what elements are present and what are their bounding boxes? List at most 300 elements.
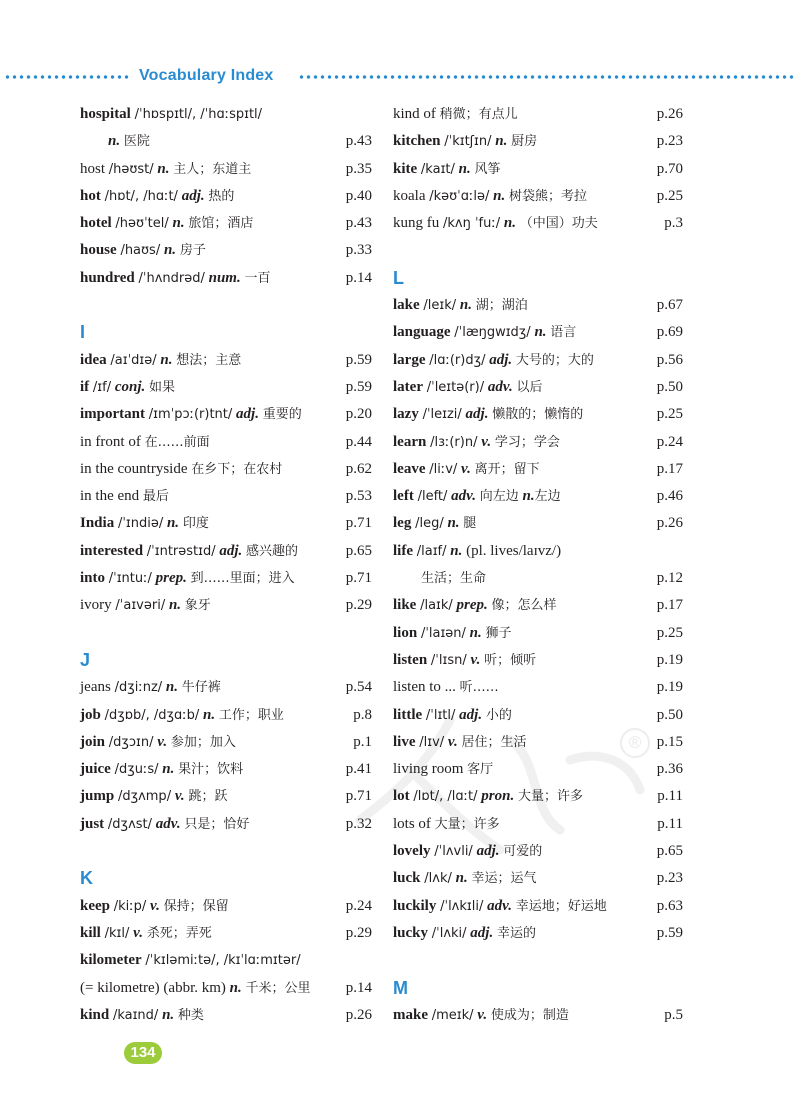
entry-page-ref: p.26 <box>656 106 683 122</box>
entry-word: into <box>80 570 106 587</box>
entry-word: kill <box>80 924 101 941</box>
vocab-entry <box>393 811 683 838</box>
entry-page-ref: p.50 <box>656 378 683 395</box>
vocab-entry <box>393 128 683 155</box>
entry-page-ref: p.40 <box>345 187 372 204</box>
entry-part-of-speech: n. <box>157 160 170 177</box>
entry-phonetic: /haʊs/ <box>120 243 161 259</box>
entry-phonetic: /dʒʌmp/ <box>117 789 172 805</box>
entry-meaning: 树袋熊；考拉 <box>508 188 587 204</box>
entry-part-of-speech: adj. <box>470 924 494 941</box>
entry-phonetic: /kiːp/ <box>113 898 147 914</box>
vocab-entry <box>80 265 372 292</box>
vocab-entry <box>393 156 683 183</box>
entry-meaning: 离开；留下 <box>474 461 540 477</box>
entry-part-of-speech: num. <box>208 269 241 286</box>
entry-phonetic: /ɪmˈpɔː(r)tnt/ <box>148 407 233 423</box>
entry-part-of-speech: adv. <box>487 378 513 395</box>
entry-part-of-speech: adj. <box>465 406 489 423</box>
vocab-entry <box>80 729 372 756</box>
vocab-entry <box>393 483 683 510</box>
entry-word: hundred <box>80 269 135 286</box>
vocab-entry <box>80 101 372 128</box>
vocab-entry <box>80 674 372 701</box>
vocab-entry <box>80 592 372 619</box>
dotted-rule-left <box>4 75 132 79</box>
entry-part-of-speech: n. <box>458 160 471 177</box>
entry-part-of-speech: n. <box>495 133 508 150</box>
vocab-entry <box>393 183 683 210</box>
page-title: Vocabulary Index <box>139 67 274 84</box>
vocab-entry <box>393 756 683 783</box>
entry-phonetic: /ˈlɪtl/ <box>425 707 456 723</box>
entry-part-of-speech: prep. <box>155 570 187 587</box>
entry-meaning: 厨房 <box>511 134 538 150</box>
entry-word: lake <box>393 297 420 314</box>
entry-page-ref: p.23 <box>656 870 683 887</box>
entry-part-of-speech: v. <box>481 433 492 450</box>
entry-phonetic: /dʒiːnz/ <box>114 680 163 696</box>
entry-part-of-speech: adj. <box>489 351 513 368</box>
vocab-entry <box>393 538 683 565</box>
entry-phonetic: /leg/ <box>415 516 444 532</box>
entry-meaning: 跳；跃 <box>188 789 228 805</box>
vocab-entry <box>393 620 683 647</box>
vocab-entry <box>393 893 683 920</box>
entry-page-ref: p.19 <box>656 651 683 668</box>
entry-phonetic: /ˈlɪsn/ <box>430 652 467 668</box>
entry-page-ref: p.11 <box>657 815 683 832</box>
entry-word: luckily <box>393 897 437 914</box>
vocab-entry <box>80 237 372 264</box>
vocab-entry <box>80 783 372 810</box>
vocab-entry <box>80 947 372 974</box>
entry-phonetic: /kɪl/ <box>104 925 130 941</box>
entry-word: listen <box>393 651 428 668</box>
entry-word: learn <box>393 433 427 450</box>
entry-page-ref: p.71 <box>345 788 372 805</box>
entry-meaning: 只是；恰好 <box>184 816 250 832</box>
vocab-entry <box>80 128 372 155</box>
entry-meaning: 千米；公里 <box>245 980 311 996</box>
entry-page-ref: p.29 <box>345 924 372 941</box>
page-number-badge: 134 <box>124 1042 162 1064</box>
entry-page-ref: p.50 <box>656 706 683 723</box>
entry-meaning: 幸运；运气 <box>471 871 537 887</box>
entry-phonetic: /lɒt/, /lɑːt/ <box>413 789 478 805</box>
entry-phonetic: /dʒʌst/ <box>107 816 153 832</box>
entry-phonetic: /kaɪt/ <box>420 161 455 177</box>
vocab-entry <box>393 210 683 237</box>
entry-meaning: 医院 <box>123 134 150 150</box>
section-spacer <box>80 292 372 319</box>
entry-meaning: 一百 <box>244 270 271 286</box>
entry-part-of-speech: n. <box>160 351 173 368</box>
entry-word: kitchen <box>393 133 441 150</box>
entry-part-of-speech: conj. <box>114 378 146 395</box>
entry-meaning: 大量；许多 <box>434 816 500 832</box>
entry-word: (= kilometre) (abbr. km) <box>80 979 226 996</box>
entry-word: ivory <box>80 597 112 614</box>
vocab-entry <box>80 975 372 1002</box>
vocab-entry <box>80 456 372 483</box>
vocab-entry <box>80 183 372 210</box>
entry-part-of-speech: v. <box>174 788 185 805</box>
entry-page-ref: p.17 <box>656 460 683 477</box>
vocab-entry <box>393 838 683 865</box>
entry-page-ref: p.32 <box>345 815 372 832</box>
section-header <box>0 64 800 88</box>
section-letter: L <box>393 267 404 288</box>
entry-phonetic: /dʒɔɪn/ <box>108 734 154 750</box>
vocab-entry <box>80 429 372 456</box>
entry-page-ref: p.5 <box>664 1006 683 1023</box>
entry-word: language <box>393 324 451 341</box>
entry-part-of-speech: n. <box>455 870 468 887</box>
vocab-entry <box>393 783 683 810</box>
entry-meaning: 语言 <box>550 325 577 341</box>
entry-word: jump <box>80 788 115 805</box>
entry-meaning: 幸运的 <box>496 925 536 941</box>
entry-part-of-speech: n. <box>459 297 472 314</box>
entry-word: kilometer <box>80 952 142 969</box>
vocab-entry <box>80 510 372 537</box>
entry-word: house <box>80 242 117 259</box>
entry-meaning: 重要的 <box>262 407 302 423</box>
entry-page-ref: p.36 <box>656 761 683 778</box>
entry-page-ref: p.70 <box>656 160 683 177</box>
entry-part-of-speech: n. <box>229 979 242 996</box>
section-spacer <box>393 237 683 264</box>
entry-page-ref: p.23 <box>656 133 683 150</box>
entry-meaning: 在乡下；在农村 <box>191 461 283 477</box>
entry-word: hotel <box>80 215 112 232</box>
entry-page-ref: p.14 <box>345 269 372 286</box>
entry-meaning: 客厅 <box>467 762 494 778</box>
entry-meaning: 象牙 <box>184 598 211 614</box>
entry-word: in the countryside <box>80 460 188 477</box>
entry-meaning: 幸运地；好运地 <box>515 898 607 914</box>
entry-page-ref: p.41 <box>345 761 372 778</box>
entry-part-of-speech: adj. <box>236 406 259 423</box>
entry-part-of-speech: n. <box>162 1006 175 1023</box>
entry-word: lovely <box>393 843 431 860</box>
entry-word: koala <box>393 187 426 204</box>
entry-phonetic: /lɜː(r)n/ <box>430 434 478 450</box>
entry-word: life <box>393 542 413 559</box>
entry-page-ref: p.59 <box>656 924 683 941</box>
entry-part-of-speech: n. <box>503 215 516 232</box>
entry-part-of-speech: prep. <box>456 597 488 614</box>
entry-phonetic: /ˈlʌvli/ <box>434 844 473 860</box>
entry-part-of-speech: n. <box>493 187 506 204</box>
entry-meaning: 种类 <box>177 1007 204 1023</box>
entry-part-of-speech: n. <box>469 624 482 641</box>
section-spacer <box>393 947 683 974</box>
entry-word: jeans <box>80 679 111 696</box>
entry-meaning: 想法；主意 <box>176 352 242 368</box>
entry-meaning: 感兴趣的 <box>246 543 299 559</box>
entry-meaning: 最后 <box>142 489 169 505</box>
entry-part-of-speech: n. <box>108 133 121 150</box>
entry-phonetic: /ˈlʌki/ <box>431 925 467 941</box>
vocab-entry <box>80 210 372 237</box>
entry-page-ref: p.26 <box>656 515 683 532</box>
entry-word: live <box>393 733 416 750</box>
entry-phonetic: /aɪˈdɪə/ <box>110 352 157 368</box>
entry-meaning: 湖；湖泊 <box>475 298 528 314</box>
entry-meaning: 生活；生命 <box>421 571 487 587</box>
entry-word: lots of <box>393 815 431 832</box>
section-spacer <box>80 838 372 865</box>
entry-part-of-speech: n. <box>450 542 463 559</box>
entry-meaning: 保持；保留 <box>163 898 229 914</box>
registered-trademark-mark: ® <box>620 728 650 758</box>
dotted-rule-right <box>298 75 796 79</box>
entry-part-of-speech: n. <box>534 324 547 341</box>
section-letter: K <box>80 868 93 889</box>
entry-part-of-speech: n. <box>447 515 460 532</box>
entry-meaning: 听；倾听 <box>484 652 537 668</box>
entry-word: make <box>393 1006 428 1023</box>
entry-word: luck <box>393 870 421 887</box>
entry-meaning: 大量；许多 <box>517 789 583 805</box>
entry-phonetic: /lʌk/ <box>424 871 452 887</box>
vocab-entry <box>393 101 683 128</box>
entry-word: lion <box>393 624 418 641</box>
entry-word: juice <box>80 761 111 778</box>
entry-meaning: 工作；职业 <box>218 707 284 723</box>
entry-word: like <box>393 597 417 614</box>
entry-page-ref: p.20 <box>345 406 372 423</box>
entry-page-ref: p.59 <box>345 378 372 395</box>
entry-phonetic: /ˈhɒspɪtl/, /ˈhɑːspɪtl/ <box>134 107 263 122</box>
entry-word: listen to ... <box>393 679 456 696</box>
entry-page-ref: p.3 <box>664 215 683 232</box>
vocab-entry <box>393 647 683 674</box>
entry-phonetic: /həʊˈtel/ <box>115 216 169 232</box>
entry-meaning: 到……里面；进入 <box>190 571 295 587</box>
vocab-entry <box>80 811 372 838</box>
entry-meaning: 杀死；弄死 <box>146 925 212 941</box>
entry-meaning: 狮子 <box>485 625 512 641</box>
entry-word: India <box>80 515 115 532</box>
entry-page-ref: p.19 <box>656 679 683 696</box>
entry-phonetic: /dʒuːs/ <box>114 762 159 778</box>
entry-word: later <box>393 378 423 395</box>
entry-phonetic: /lɑː(r)dʒ/ <box>429 352 486 368</box>
entry-word: lot <box>393 788 410 805</box>
vocab-entry <box>393 510 683 537</box>
entry-page-ref: p.1 <box>353 733 372 750</box>
vocab-entry <box>393 592 683 619</box>
entry-part-of-speech: v. <box>477 1006 488 1023</box>
entry-page-ref: p.62 <box>345 460 372 477</box>
entry-part-of-speech: n. <box>165 679 178 696</box>
entry-part-of-speech: n. <box>203 706 216 723</box>
entry-page-ref: p.15 <box>656 733 683 750</box>
entry-page-ref: p.59 <box>345 351 372 368</box>
entry-page-ref: p.53 <box>345 488 372 505</box>
vocab-entry <box>80 920 372 947</box>
entry-page-ref: p.35 <box>345 160 372 177</box>
entry-page-ref: p.8 <box>353 706 372 723</box>
vocab-entry <box>393 702 683 729</box>
entry-phonetic: /həʊst/ <box>108 161 154 177</box>
entry-phonetic: /lɪv/ <box>419 734 445 750</box>
vocab-entry <box>393 374 683 401</box>
entry-meaning: 如果 <box>149 379 176 395</box>
entry-phonetic: /left/ <box>417 489 448 505</box>
entry-meaning: 果汁；饮料 <box>178 762 244 778</box>
entry-page-ref: p.56 <box>656 351 683 368</box>
entry-meaning: 可爱的 <box>503 844 543 860</box>
entry-phonetic: /ˈlaɪən/ <box>420 625 466 641</box>
vocab-entry <box>80 156 372 183</box>
entry-page-ref: p.44 <box>345 433 372 450</box>
entry-phonetic: /dʒɒb/, /dʒɑːb/ <box>104 707 200 723</box>
entry-page-ref: p.63 <box>656 897 683 914</box>
entry-word: in front of <box>80 433 141 450</box>
entry-word: little <box>393 706 423 723</box>
vocab-entry <box>80 347 372 374</box>
entry-word: host <box>80 160 106 177</box>
vocab-entry <box>80 702 372 729</box>
entry-page-ref: p.26 <box>345 1006 372 1023</box>
index-column-left <box>80 101 372 1029</box>
entry-phonetic: /ˈkɪtʃɪn/ <box>444 134 492 150</box>
entry-word: left <box>393 488 414 505</box>
entry-word: just <box>80 815 105 832</box>
entry-word: idea <box>80 351 107 368</box>
entry-phonetic: /hɒt/, /hɑːt/ <box>104 188 178 204</box>
section-spacer <box>80 620 372 647</box>
entry-word: job <box>80 706 101 723</box>
vocab-entry <box>393 674 683 701</box>
entry-word: lazy <box>393 406 419 423</box>
vocab-entry <box>393 865 683 892</box>
entry-page-ref: p.71 <box>345 570 372 587</box>
entry-page-ref: p.71 <box>345 515 372 532</box>
entry-part-of-speech: v. <box>150 897 160 914</box>
vocab-entry <box>393 401 683 428</box>
vocab-entry <box>393 292 683 319</box>
entry-word: lucky <box>393 924 429 941</box>
entry-page-ref: p.65 <box>345 542 372 559</box>
entry-page-ref: p.46 <box>656 488 683 505</box>
section-letter: I <box>80 322 86 343</box>
entry-meaning: 小的 <box>485 707 512 723</box>
entry-meaning: （中国）功夫 <box>519 216 598 232</box>
vocab-entry <box>393 565 683 592</box>
entry-meaning: 主人；东道主 <box>173 161 252 177</box>
entry-meaning: (pl. lives/laɪvz/) <box>466 542 562 559</box>
section-letter: M <box>393 977 408 998</box>
entry-page-ref: p.25 <box>656 406 683 423</box>
entry-part-of-speech: adj. <box>181 187 205 204</box>
entry-phonetic: /kəʊˈɑːlə/ <box>429 188 490 204</box>
entry-meaning: 像；怎么样 <box>491 598 557 614</box>
entry-word: hospital <box>80 106 131 122</box>
vocab-entry <box>393 920 683 947</box>
entry-word: important <box>80 406 145 423</box>
entry-page-ref: p.11 <box>657 788 683 805</box>
entry-meaning: 左边 <box>534 489 561 505</box>
entry-meaning: 旅馆；酒店 <box>188 216 254 232</box>
entry-phonetic: /ˈɪndiə/ <box>117 516 164 532</box>
vocab-entry <box>393 1002 683 1029</box>
entry-meaning: 牛仔裤 <box>181 680 221 696</box>
vocab-entry <box>80 893 372 920</box>
entry-meaning: 腿 <box>463 516 477 532</box>
entry-page-ref: p.25 <box>656 624 683 641</box>
entry-page-ref: p.54 <box>345 679 372 696</box>
entry-meaning: 风筝 <box>474 161 501 177</box>
entry-phonetic: /laɪk/ <box>420 598 453 614</box>
entry-word: in the end <box>80 488 140 505</box>
entry-part-of-speech: adv. <box>487 897 512 914</box>
entry-part-of-speech: n. <box>522 488 535 505</box>
entry-phonetic: /ˈleɪzi/ <box>422 407 462 423</box>
vocab-entry <box>80 401 372 428</box>
vocab-entry <box>393 456 683 483</box>
entry-phonetic: /leɪk/ <box>423 298 457 314</box>
entry-page-ref: p.29 <box>345 597 372 614</box>
entry-part-of-speech: n. <box>162 761 175 778</box>
entry-part-of-speech: pron. <box>481 788 515 805</box>
entry-phonetic: /ˈaɪvəri/ <box>115 598 166 614</box>
entry-part-of-speech: n. <box>168 597 182 614</box>
entry-phonetic: /kʌŋ ˈfuː/ <box>443 216 501 232</box>
entry-word: kind of <box>393 106 436 122</box>
entry-word: hot <box>80 187 101 204</box>
entry-word: kung fu <box>393 215 440 232</box>
vocab-entry <box>393 429 683 456</box>
entry-part-of-speech: v. <box>447 733 458 750</box>
entry-part-of-speech: v. <box>461 460 471 477</box>
entry-page-ref: p.14 <box>345 979 372 996</box>
entry-phonetic: /ˈlʌkɪli/ <box>440 898 484 914</box>
entry-phonetic: /ˈlæŋgwɪdʒ/ <box>454 325 531 341</box>
index-column-right <box>393 101 683 1029</box>
entry-phonetic: /meɪk/ <box>431 1007 474 1023</box>
entry-meaning: 以后 <box>516 379 543 395</box>
entry-part-of-speech: v. <box>157 733 168 750</box>
entry-phonetic: /ˈɪntuː/ <box>108 571 152 587</box>
entry-meaning: 听…… <box>459 680 499 696</box>
entry-part-of-speech: n. <box>163 242 177 259</box>
entry-meaning: 房子 <box>179 243 206 259</box>
entry-meaning: 学习；学会 <box>494 434 560 450</box>
entry-page-ref: p.65 <box>656 843 683 860</box>
entry-word: leg <box>393 515 412 532</box>
entry-part-of-speech: v. <box>133 924 143 941</box>
entry-meaning: 居住；生活 <box>461 734 527 750</box>
entry-meaning: 向左边 <box>479 489 519 505</box>
entry-meaning: 稍微；有点儿 <box>439 107 518 122</box>
vocab-entry <box>80 374 372 401</box>
vocab-entry <box>80 538 372 565</box>
entry-phonetic: /ˈkɪləmiːtə/, /kɪˈlɑːmɪtər/ <box>145 953 301 969</box>
vocab-entry <box>80 1002 372 1029</box>
entry-page-ref: p.69 <box>656 324 683 341</box>
entry-phonetic: /ɪf/ <box>92 379 112 395</box>
vocab-entry <box>393 729 683 756</box>
entry-part-of-speech: adv. <box>155 815 181 832</box>
vocab-entry <box>80 483 372 510</box>
entry-page-ref: p.24 <box>656 433 683 450</box>
entry-page-ref: p.12 <box>656 570 683 587</box>
